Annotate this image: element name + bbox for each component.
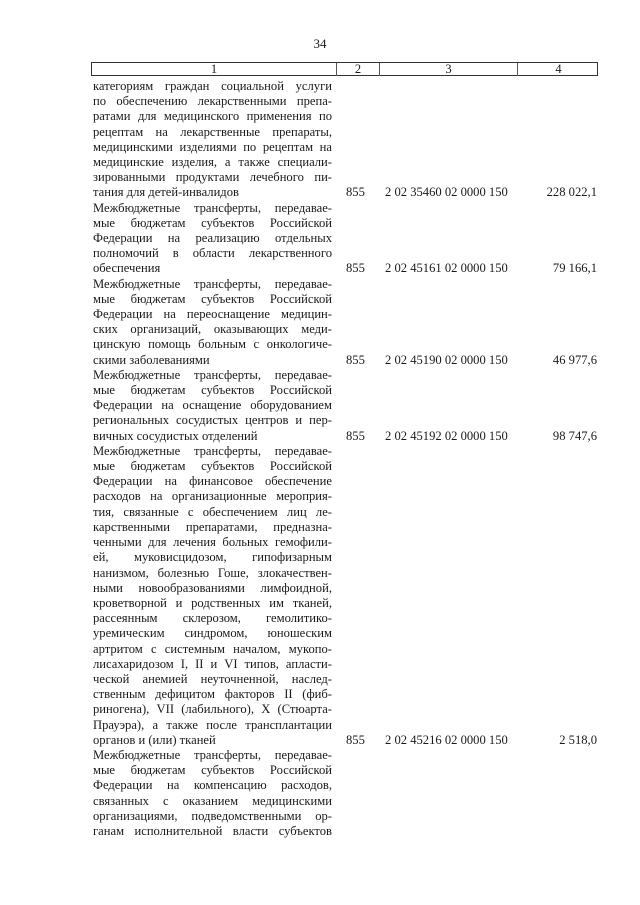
page-number: 34 bbox=[313, 36, 327, 51]
admin-code: 855 bbox=[346, 352, 365, 367]
amount-value: 98 747,6 bbox=[552, 428, 597, 443]
description-line: нанизмом, болезнью Гоше, злокачествен- bbox=[93, 565, 332, 580]
description-line: уремическим синдромом, юношеским bbox=[93, 626, 332, 641]
description-line: артритом с системным началом, мукопо- bbox=[93, 641, 332, 656]
description-line: мые бюджетам субъектов Российской bbox=[93, 763, 332, 778]
row-description bbox=[91, 368, 335, 444]
description-line: лисахаридозом I, II и VI типов, апласти- bbox=[93, 656, 332, 671]
description-line: карственными препаратами, предназна- bbox=[93, 519, 332, 534]
revenue-classification-code: 2 02 45192 02 0000 150 bbox=[385, 428, 508, 443]
description-line: медицинские изделия, а также специали- bbox=[93, 155, 332, 170]
description-line: тания для детей-инвалидов bbox=[93, 185, 239, 200]
description-line: ческой анемией неуточненной, наслед- bbox=[93, 671, 332, 686]
description-line: Федерации на финансовое обеспечение bbox=[93, 474, 332, 489]
table-row bbox=[91, 748, 598, 839]
admin-code: 855 bbox=[346, 185, 365, 200]
budget-revenue-table bbox=[91, 62, 598, 839]
description-line: цинскую помощь больным с онкологиче- bbox=[93, 337, 332, 352]
description-line: мые бюджетам субъектов Российской bbox=[93, 459, 332, 474]
description-line: рецептам на лекарственные препараты, bbox=[93, 124, 332, 139]
description-line: Федерации на оснащение оборудованием bbox=[93, 398, 332, 413]
amount-value: 228 022,1 bbox=[546, 185, 597, 200]
description-line: риногена), VII (лабильного), X (Стюарта- bbox=[93, 702, 332, 717]
description-line: ских организаций, оказывающих меди- bbox=[93, 322, 332, 337]
description-line: скими заболеваниями bbox=[93, 352, 210, 367]
description-line: Федерации на компенсацию расходов, bbox=[93, 778, 332, 793]
description-line: тия, связанные с обеспечением лиц ле- bbox=[93, 504, 332, 519]
row-description bbox=[91, 444, 335, 748]
revenue-classification-code: 2 02 35460 02 0000 150 bbox=[385, 185, 508, 200]
description-line: зированными продуктами лечебного пи- bbox=[93, 170, 332, 185]
admin-code: 855 bbox=[346, 428, 365, 443]
description-line: рассеянным склерозом, гемолитико- bbox=[93, 611, 332, 626]
description-line: ей, муковисцидозом, гипофизарным bbox=[93, 550, 332, 565]
description-line: Межбюджетные трансферты, передавае- bbox=[93, 443, 332, 458]
row-description bbox=[91, 201, 335, 277]
description-line: мые бюджетам субъектов Российской bbox=[93, 383, 332, 398]
table-header-row bbox=[91, 62, 598, 76]
description-line: Федерации на реализацию отдельных bbox=[93, 231, 332, 246]
table-row bbox=[91, 368, 598, 444]
column-header-4: 4 bbox=[517, 63, 599, 76]
admin-code: 855 bbox=[346, 732, 365, 747]
column-header-1: 1 bbox=[210, 62, 218, 76]
admin-code: 855 bbox=[346, 261, 365, 276]
revenue-classification-code: 2 02 45190 02 0000 150 bbox=[385, 352, 508, 367]
description-line: Прауэра), а также после трансплантации bbox=[93, 717, 332, 732]
table-row bbox=[91, 277, 598, 368]
table-row bbox=[91, 79, 598, 201]
description-line: по обеспечению лекарственными препа- bbox=[93, 94, 332, 109]
description-line: ганам исполнительной власти субъектов bbox=[93, 823, 332, 838]
amount-value: 46 977,6 bbox=[552, 352, 597, 367]
amount-value: 79 166,1 bbox=[552, 261, 597, 276]
description-line: Межбюджетные трансферты, передавае- bbox=[93, 200, 332, 215]
table-row bbox=[91, 201, 598, 277]
description-line: полномочий в области лекарственного bbox=[93, 246, 332, 261]
row-description bbox=[91, 79, 335, 201]
description-line: мые бюджетам субъектов Российской bbox=[93, 291, 332, 306]
description-line: расходов на организационные мероприя- bbox=[93, 489, 332, 504]
description-line: органов и (или) тканей bbox=[93, 732, 216, 747]
row-description bbox=[91, 277, 335, 368]
description-line: Федерации на переоснащение медицин- bbox=[93, 307, 332, 322]
description-line: кроветворной и родственных им тканей, bbox=[93, 595, 332, 610]
description-line: связанных с оказанием медицинскими bbox=[93, 793, 332, 808]
column-header-2: 2 bbox=[336, 63, 379, 76]
description-line: обеспечения bbox=[93, 261, 161, 276]
description-line: медицинскими изделиями по рецептам на bbox=[93, 139, 332, 154]
description-line: ченными для лечения больных гемофили- bbox=[93, 535, 332, 550]
table-row bbox=[91, 444, 598, 748]
description-line: ратами для медицинского применения по bbox=[93, 109, 332, 124]
description-line: мые бюджетам субъектов Российской bbox=[93, 215, 332, 230]
description-line: ными новообразованиями лимфоидной, bbox=[93, 580, 332, 595]
revenue-classification-code: 2 02 45161 02 0000 150 bbox=[385, 261, 508, 276]
revenue-classification-code: 2 02 45216 02 0000 150 bbox=[385, 732, 508, 747]
row-description bbox=[91, 748, 335, 839]
description-line: вичных сосудистых отделений bbox=[93, 428, 258, 443]
table-body bbox=[91, 79, 598, 839]
column-header-3: 3 bbox=[379, 63, 517, 76]
description-line: организациями, подведомственными ор- bbox=[93, 808, 332, 823]
description-line: Межбюджетные трансферты, передавае- bbox=[93, 747, 332, 762]
description-line: категориям граждан социальной услуги bbox=[93, 79, 332, 93]
description-line: ственным дефицитом факторов II (фиб- bbox=[93, 687, 332, 702]
amount-value: 2 518,0 bbox=[559, 732, 597, 747]
description-line: Межбюджетные трансферты, передавае- bbox=[93, 367, 332, 382]
description-line: Межбюджетные трансферты, передавае- bbox=[93, 276, 332, 291]
description-line: региональных сосудистых центров и пер- bbox=[93, 413, 332, 428]
